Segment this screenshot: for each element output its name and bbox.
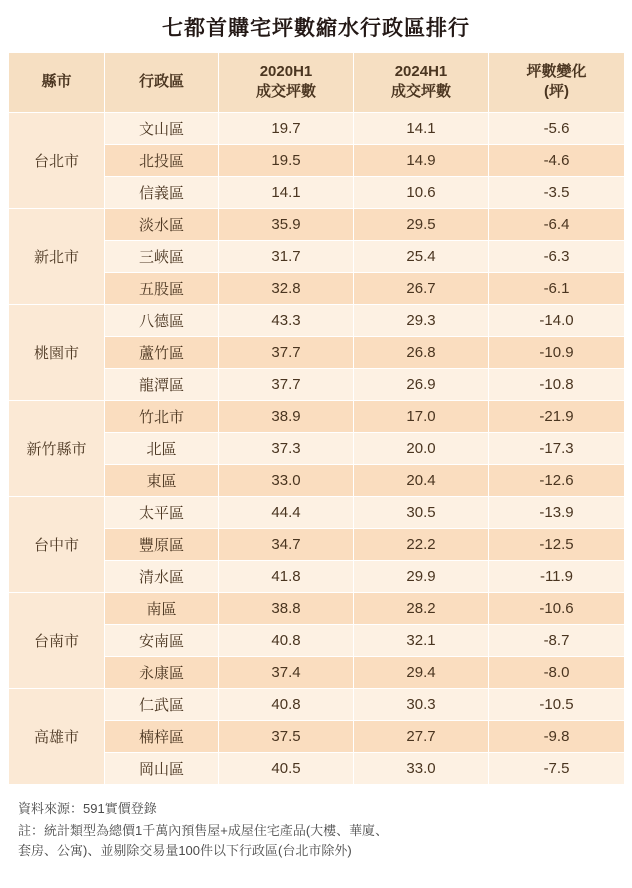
ranking-table [8,52,625,785]
cell-2020h1-ping: 41.8 [219,560,354,592]
header-row [9,53,625,113]
cell-2024h1-ping: 26.7 [354,272,489,304]
cell-2024h1-ping: 14.1 [354,112,489,144]
cell-2020h1-ping: 44.4 [219,496,354,528]
header-line: 成交坪數 [255,83,316,101]
cell-city: 台中市 [9,496,105,592]
footnotes [18,799,614,861]
cell-2024h1-ping: 30.5 [354,496,489,528]
cell-2024h1-ping: 32.1 [354,624,489,656]
column-header-city [9,53,105,113]
cell-2020h1-ping: 37.3 [219,432,354,464]
cell-district: 仁武區 [105,688,219,720]
cell-district: 東區 [105,464,219,496]
table-row [9,208,625,240]
table-row [9,304,625,336]
cell-ping-change: -8.7 [489,624,625,656]
header-line: 縣市 [41,73,72,91]
cell-2024h1-ping: 29.3 [354,304,489,336]
cell-district: 北投區 [105,144,219,176]
note-line-2: 套房、公寓)、並剔除交易量100件以下行政區(台北市除外) [18,842,352,858]
cell-ping-change: -14.0 [489,304,625,336]
cell-ping-change: -10.9 [489,336,625,368]
cell-ping-change: -10.8 [489,368,625,400]
cell-ping-change: -7.5 [489,752,625,784]
table-row [9,112,625,144]
cell-district: 北區 [105,432,219,464]
cell-ping-change: -10.5 [489,688,625,720]
cell-ping-change: -12.6 [489,464,625,496]
cell-ping-change: -13.9 [489,496,625,528]
cell-city: 台北市 [9,112,105,208]
cell-ping-change: -5.6 [489,112,625,144]
cell-2020h1-ping: 19.7 [219,112,354,144]
cell-2020h1-ping: 37.7 [219,368,354,400]
cell-district: 永康區 [105,656,219,688]
cell-2020h1-ping: 14.1 [219,176,354,208]
cell-district: 五股區 [105,272,219,304]
table-header [9,53,625,113]
cell-2024h1-ping: 20.0 [354,432,489,464]
source-text: 資料來源：591實價登錄 [18,800,157,816]
cell-2020h1-ping: 38.9 [219,400,354,432]
header-line: (坪) [544,83,569,101]
cell-2020h1-ping: 40.8 [219,688,354,720]
page-title: 七都首購宅坪數縮水行政區排行 [162,17,470,40]
cell-district: 三峽區 [105,240,219,272]
cell-district: 信義區 [105,176,219,208]
cell-2020h1-ping: 38.8 [219,592,354,624]
cell-2024h1-ping: 26.8 [354,336,489,368]
cell-district: 八德區 [105,304,219,336]
cell-2020h1-ping: 40.8 [219,624,354,656]
cell-ping-change: -21.9 [489,400,625,432]
cell-ping-change: -6.1 [489,272,625,304]
cell-2020h1-ping: 40.5 [219,752,354,784]
column-header-2024h1 [354,53,489,113]
cell-2024h1-ping: 17.0 [354,400,489,432]
header-line: 坪數變化 [526,63,587,80]
cell-ping-change: -6.3 [489,240,625,272]
cell-2020h1-ping: 32.8 [219,272,354,304]
cell-2024h1-ping: 28.2 [354,592,489,624]
cell-2020h1-ping: 37.5 [219,720,354,752]
column-header-change [489,53,625,113]
cell-2020h1-ping: 37.4 [219,656,354,688]
cell-2024h1-ping: 20.4 [354,464,489,496]
cell-district: 楠梓區 [105,720,219,752]
cell-ping-change: -10.6 [489,592,625,624]
cell-2020h1-ping: 33.0 [219,464,354,496]
cell-district: 龍潭區 [105,368,219,400]
table-body [9,112,625,784]
cell-2020h1-ping: 37.7 [219,336,354,368]
cell-2020h1-ping: 43.3 [219,304,354,336]
cell-ping-change: -9.8 [489,720,625,752]
cell-ping-change: -17.3 [489,432,625,464]
cell-2020h1-ping: 31.7 [219,240,354,272]
header-line: 2024H1 [394,63,448,80]
cell-ping-change: -4.6 [489,144,625,176]
table-row [9,592,625,624]
cell-2024h1-ping: 10.6 [354,176,489,208]
header-line: 行政區 [138,73,184,91]
cell-2024h1-ping: 29.4 [354,656,489,688]
header-line: 2020H1 [259,63,313,80]
cell-city: 新北市 [9,208,105,304]
cell-ping-change: -3.5 [489,176,625,208]
cell-district: 蘆竹區 [105,336,219,368]
cell-ping-change: -8.0 [489,656,625,688]
cell-district: 文山區 [105,112,219,144]
cell-2024h1-ping: 22.2 [354,528,489,560]
cell-district: 豐原區 [105,528,219,560]
cell-city: 新竹縣市 [9,400,105,496]
cell-2020h1-ping: 35.9 [219,208,354,240]
cell-2020h1-ping: 19.5 [219,144,354,176]
cell-2024h1-ping: 29.9 [354,560,489,592]
header-line: 成交坪數 [390,83,451,101]
cell-2024h1-ping: 30.3 [354,688,489,720]
cell-district: 清水區 [105,560,219,592]
table-row [9,496,625,528]
cell-2024h1-ping: 29.5 [354,208,489,240]
cell-district: 太平區 [105,496,219,528]
cell-city: 高雄市 [9,688,105,784]
cell-2024h1-ping: 14.9 [354,144,489,176]
cell-2024h1-ping: 25.4 [354,240,489,272]
cell-district: 南區 [105,592,219,624]
cell-2020h1-ping: 34.7 [219,528,354,560]
column-header-2020h1 [219,53,354,113]
cell-2024h1-ping: 27.7 [354,720,489,752]
table-row [9,688,625,720]
cell-city: 桃園市 [9,304,105,400]
cell-ping-change: -12.5 [489,528,625,560]
note-line-1: 註：統計類型為總價1千萬內預售屋+成屋住宅產品(大樓、華廈、 [18,822,389,838]
column-header-district [105,53,219,113]
cell-2024h1-ping: 26.9 [354,368,489,400]
cell-district: 安南區 [105,624,219,656]
cell-district: 岡山區 [105,752,219,784]
cell-ping-change: -11.9 [489,560,625,592]
cell-district: 竹北市 [105,400,219,432]
cell-city: 台南市 [9,592,105,688]
table-row [9,400,625,432]
cell-ping-change: -6.4 [489,208,625,240]
cell-district: 淡水區 [105,208,219,240]
cell-2024h1-ping: 33.0 [354,752,489,784]
